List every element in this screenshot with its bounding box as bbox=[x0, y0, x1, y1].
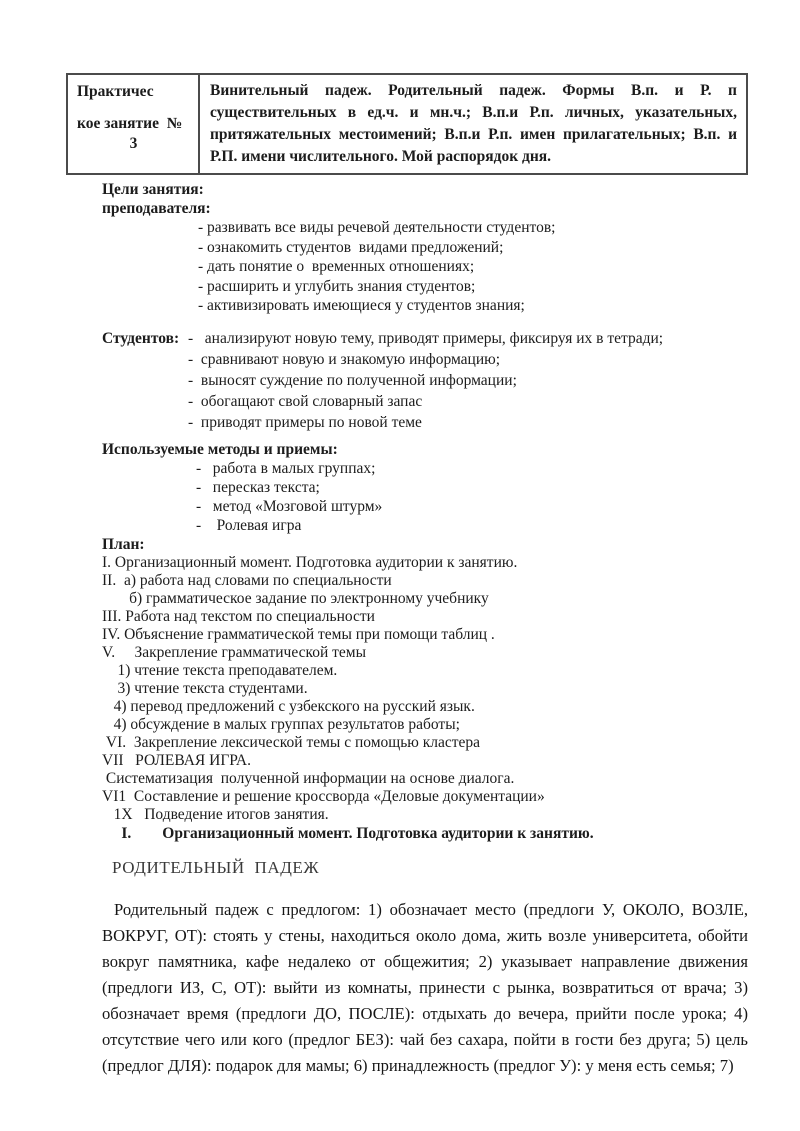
list-item: - метод «Мозговой штурм» bbox=[196, 497, 383, 515]
plan-line: 1X Подведение итогов занятия. bbox=[102, 805, 329, 823]
plan-line: VII РОЛЕВАЯ ИГРА. bbox=[102, 751, 251, 769]
lesson-number: 3 bbox=[129, 135, 138, 152]
list-item: - приводят примеры по новой теме bbox=[188, 413, 422, 431]
plan-line: I. Организационный момент. Подготовка аудитории к занятию. bbox=[102, 553, 518, 571]
plan-line: VI1 Составление и решение кроссворда «Деловые документации» bbox=[102, 787, 545, 805]
list-item: - работа в малых группах; bbox=[196, 459, 376, 477]
plan-line: 1) чтение текста преподавателем. bbox=[102, 661, 338, 679]
list-item: - развивать все виды речевой деятельности студентов; bbox=[198, 219, 556, 236]
list-item: - обогащают свой словарный запас bbox=[188, 392, 423, 410]
students-label: Студентов: bbox=[102, 329, 180, 347]
list-item: - анализируют новую тему, приводят примеры, фиксируя их в тетради; bbox=[188, 329, 664, 347]
header-table bbox=[66, 73, 748, 175]
methods-list bbox=[66, 459, 748, 535]
list-item: - дать понятие о временных отношениях; bbox=[198, 258, 475, 275]
methods-title: Используемые методы и приемы: bbox=[102, 440, 338, 458]
plan-title: План: bbox=[102, 535, 145, 553]
plan-line: 4) перевод предложений с узбекского на русский язык. bbox=[102, 697, 475, 715]
list-item: - выносят суждение по полученной информации; bbox=[188, 371, 517, 389]
plan-line: б) грамматическое задание по электронному учебнику bbox=[102, 589, 489, 607]
genitive-case-heading: РОДИТЕЛЬНЫЙ ПАДЕЖ bbox=[112, 857, 320, 877]
list-item: - Ролевая игра bbox=[196, 516, 302, 534]
list-item: - активизировать имеющиеся у студентов знания; bbox=[198, 297, 525, 314]
plan-org-moment-line: I. Организационный момент. Подготовка аудитории к занятию. bbox=[102, 824, 594, 842]
lesson-label-line2: кое занятие № bbox=[77, 115, 183, 132]
plan-line: VI. Закрепление лексической темы с помощью кластера bbox=[102, 733, 481, 751]
plan-line: 4) обсуждение в малых группах результатов работы; bbox=[102, 715, 460, 733]
teacher-goals-list bbox=[198, 218, 748, 316]
plan-line: Систематизация полученной информации на основе диалога. bbox=[102, 769, 515, 787]
header-table-topic-cell: Винительный падеж. Родительный падеж. Формы В.п. и Р. п существительных в ед.ч. и мн.ч.; В.п.и Р.п. личных, указательных, притяжательных местоимений; В.п.и Р.п. имен прилагательных; В.п. и Р.П. имени числительного. Мой распорядок дня. bbox=[210, 82, 737, 165]
list-item: - ознакомить студентов видами предложений; bbox=[198, 238, 504, 256]
goals-title: Цели занятия: bbox=[102, 181, 204, 198]
students-goals-row bbox=[66, 328, 748, 349]
list-item: - сравнивают новую и знакомую информацию; bbox=[188, 350, 501, 368]
list-item: - расширить и углубить знания студентов; bbox=[198, 277, 476, 295]
lesson-label-line1: Практичес bbox=[77, 83, 154, 100]
genitive-case-paragraph: Родительный падеж с предлогом: 1) обозначает место (предлоги У, ОКОЛО, ВОЗЛЕ, ВОКРУГ, ОТ): стоять у стены, находиться около дома, жить возле университета, обойти вокруг памятника, кафе недалеко от общежития; 2) указывает направление движения (предлоги ИЗ, С, ОТ): выйти из комнаты, принести с рынка, возвратиться от врача; 3) обозначает время (предлоги ДО, ПОСЛЕ): отдыхать до вечера, прийти после урока; 4) отсутствие чего или кого (предлог БЕЗ): чай без сахара, пойти в гости без друга; 5) цель (предлог ДЛЯ): подарок для мамы; 6) принадлежность (предлог У): у меня есть семья; 7) bbox=[102, 899, 748, 1075]
plan-line: III. Работа над текстом по специальности bbox=[102, 607, 375, 625]
list-item: - пересказ текста; bbox=[196, 478, 320, 496]
plan-list bbox=[66, 554, 748, 824]
students-goals-list bbox=[66, 349, 748, 433]
goals-teacher-label: преподавателя: bbox=[102, 200, 211, 217]
plan-line: 3) чтение текста студентами. bbox=[102, 679, 308, 697]
plan-line: II. а) работа над словами по специальности bbox=[102, 571, 392, 589]
plan-line: V. Закрепление грамматической темы bbox=[102, 643, 367, 661]
plan-line: IV. Объяснение грамматической темы при помощи таблиц . bbox=[102, 625, 495, 643]
header-table-lesson-cell bbox=[68, 75, 200, 173]
